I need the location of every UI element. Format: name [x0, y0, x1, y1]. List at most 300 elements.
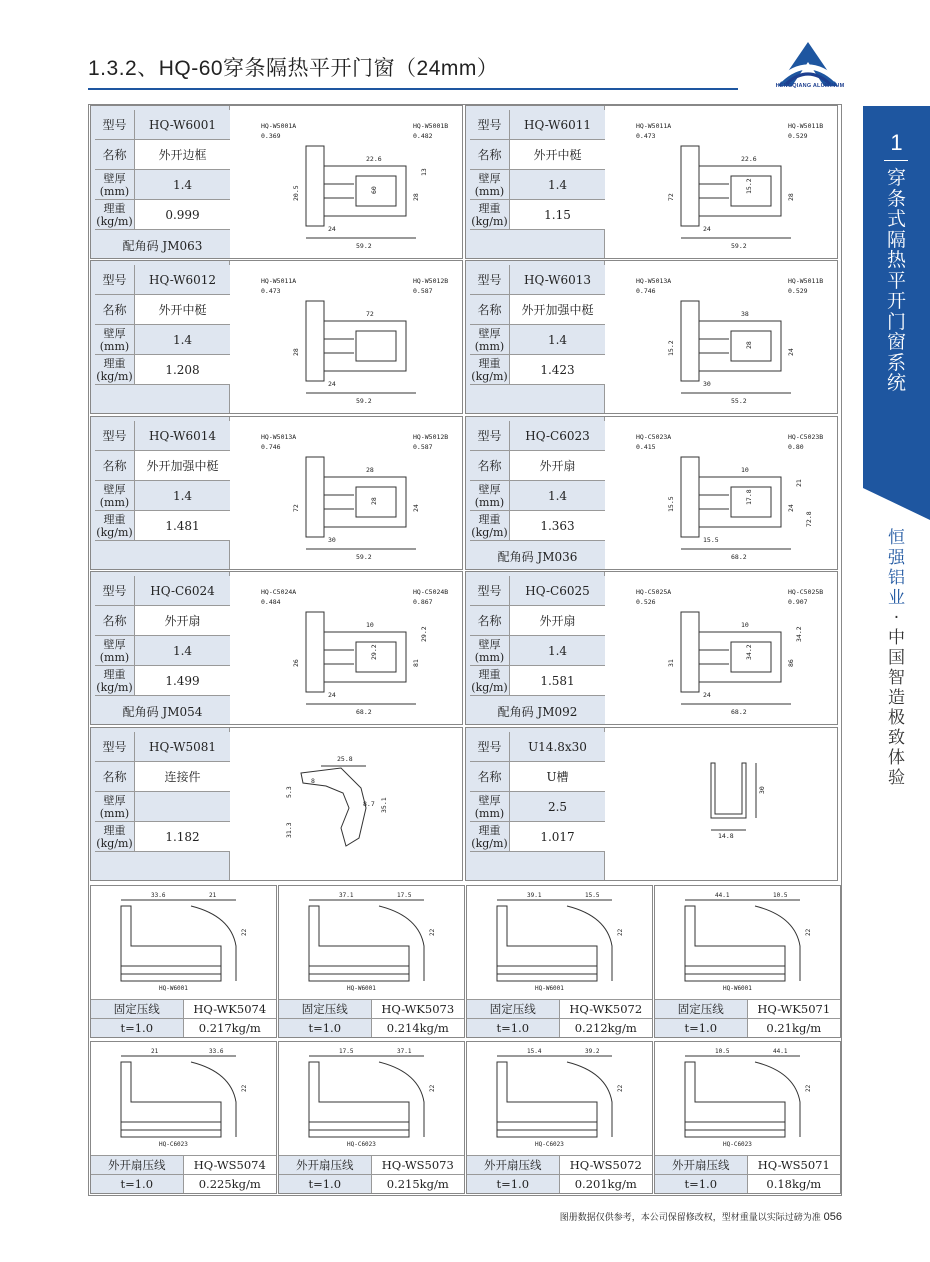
dimension-label: HQ-C6023: [159, 1141, 188, 1148]
spec-key-weight: [95, 822, 135, 851]
spec-key-name: 名称: [95, 451, 135, 480]
dimension-label: 86: [787, 659, 795, 667]
section-title-vertical: [863, 168, 930, 394]
spec-value-model: HQ-C6023: [510, 421, 605, 450]
spec-value-model: HQ-W6012: [135, 265, 230, 294]
dimension-label: 37.1: [397, 1048, 412, 1055]
spec-key-label: 壁厚: [103, 637, 126, 651]
dimension-label: 15.2: [745, 178, 753, 194]
dimension-label: 0.587: [413, 443, 433, 451]
profile-section-drawing: [231, 572, 463, 724]
spec-value-model: HQ-W6013: [510, 265, 605, 294]
dimension-label: 28: [745, 341, 753, 349]
dimension-label: HQ-W5001B: [413, 122, 449, 130]
spec-key-thickness: [470, 170, 510, 199]
spec-row-weight: [95, 822, 230, 852]
spec-key-unit: (kg/m): [471, 214, 508, 228]
header-rule: [88, 88, 738, 90]
slogan-char: 验: [888, 768, 905, 788]
dimension-label: 10.5: [715, 1048, 730, 1055]
spec-row-thickness: [95, 481, 230, 511]
tab-char: 窗: [886, 331, 906, 353]
dimension-label: 68.2: [731, 553, 747, 561]
fixed-bead-thickness: t=1.0: [467, 1019, 560, 1037]
dimension-label: 68.2: [356, 708, 372, 716]
dimension-label: 0.529: [788, 287, 808, 295]
fixed-bead-drawing: [279, 886, 464, 998]
profile-drawing-area: [606, 417, 837, 569]
spec-row-thickness: [470, 636, 605, 666]
fixed-bead-caption-row2: [91, 1018, 276, 1037]
slogan-char: 智: [888, 668, 905, 688]
dimension-label: 22: [429, 928, 436, 936]
dimension-label: 0.473: [261, 287, 281, 295]
dimension-label: 59.2: [731, 242, 747, 250]
dimension-label: 0.746: [261, 443, 281, 451]
spec-value-weight: 1.363: [510, 511, 605, 540]
dimension-label: HQ-W6001: [159, 985, 188, 992]
spec-value-thickness: 1.4: [135, 325, 230, 354]
profile-drawing-area: [231, 728, 462, 880]
spec-value-thickness: 1.4: [510, 481, 605, 510]
tab-divider: [884, 160, 908, 161]
profile-section-drawing: [606, 572, 838, 724]
spec-value-model: U14.8x30: [510, 732, 605, 761]
dimension-label: 28: [412, 193, 420, 201]
spec-key-weight: [470, 200, 510, 229]
spec-row-name: [470, 606, 605, 636]
spec-table: [95, 110, 230, 259]
fixed-bead-cell: [90, 885, 277, 1038]
spec-key-thickness: [470, 636, 510, 665]
spec-key-unit: (mm): [474, 184, 505, 198]
spec-key-model: 型号: [95, 265, 135, 294]
spec-key-unit: (mm): [474, 650, 505, 664]
spec-row-thickness: [470, 325, 605, 355]
profile-cell: [90, 260, 463, 414]
profile-drawing-area: [606, 261, 837, 413]
dimension-label: 30: [703, 380, 711, 388]
spec-row-model: [470, 421, 605, 451]
profile-drawing-area: [606, 728, 837, 880]
sash-bead-caption-row2: [91, 1174, 276, 1193]
dimension-label: 0.526: [636, 598, 656, 606]
sash-bead-caption-row1: [279, 1155, 464, 1174]
dimension-label: 0.369: [261, 132, 281, 140]
spec-key-model: 型号: [95, 110, 135, 139]
dimension-label: HQ-C6023: [347, 1141, 376, 1148]
fixed-bead-label: 固定压线: [91, 1000, 184, 1018]
fixed-bead-drawing: [655, 886, 840, 998]
spec-key-thickness: [95, 792, 135, 821]
dimension-label: 24: [787, 504, 795, 512]
dimension-label: 0.482: [413, 132, 433, 140]
fixed-bead-caption: [279, 999, 464, 1037]
spec-key-label: 理重: [103, 823, 126, 837]
dimension-label: 26: [292, 659, 300, 667]
spec-value-name: 外开扇: [135, 606, 230, 635]
spec-key-label: 理重: [478, 356, 501, 370]
fixed-bead-code: HQ-WK5073: [372, 1000, 465, 1018]
sash-bead-label: 外开扇压线: [467, 1156, 560, 1174]
dimension-label: 24: [328, 691, 336, 699]
sash-bead-code: HQ-WS5073: [372, 1156, 465, 1174]
dimension-label: HQ-W5011A: [261, 277, 297, 285]
spec-key-name: 名称: [95, 606, 135, 635]
spec-value-name: 外开加强中梃: [135, 451, 230, 480]
dimension-label: 21: [151, 1048, 159, 1055]
sash-bead-weight: 0.18kg/m: [748, 1175, 841, 1193]
dimension-label: 15.5: [703, 536, 719, 544]
spec-key-model: 型号: [470, 732, 510, 761]
dimension-label: 13: [420, 168, 428, 176]
fixed-bead-weight: 0.212kg/m: [560, 1019, 653, 1037]
fixed-bead-thickness: t=1.0: [655, 1019, 748, 1037]
tab-char: 平: [886, 269, 906, 292]
spec-value-weight: 1.581: [510, 666, 605, 695]
dimension-label: 0.473: [636, 132, 656, 140]
spec-value-weight: 1.423: [510, 355, 605, 384]
dimension-label: 24: [412, 504, 420, 512]
dimension-label: 59.2: [356, 242, 372, 250]
dimension-label: HQ-W5011A: [636, 122, 672, 130]
spec-key-unit: (kg/m): [471, 836, 508, 850]
dimension-label: HQ-W6001: [723, 985, 752, 992]
dimension-label: 22.6: [366, 155, 382, 163]
profile-section-drawing: [231, 728, 463, 880]
spec-key-model: 型号: [95, 421, 135, 450]
spec-row-model: [470, 265, 605, 295]
tab-char: 开: [886, 290, 906, 312]
dimension-label: 38: [741, 310, 749, 318]
spec-value-thickness: 1.4: [135, 636, 230, 665]
dimension-label: 30: [328, 536, 336, 544]
profile-cell: [90, 416, 463, 570]
spec-value-name: 外开中梃: [510, 140, 605, 169]
fixed-bead-caption: [91, 999, 276, 1037]
profile-cell: [90, 105, 463, 259]
spec-key-label: 理重: [478, 823, 501, 837]
slogan-char: 国: [888, 648, 905, 668]
spec-key-unit: (kg/m): [96, 680, 133, 694]
spec-value-name: 外开扇: [510, 606, 605, 635]
spec-key-label: 壁厚: [478, 482, 501, 496]
dimension-label: 68.2: [731, 708, 747, 716]
spec-row-thickness: [95, 636, 230, 666]
spec-table: [470, 576, 605, 725]
spec-key-name: 名称: [470, 762, 510, 791]
profile-section-drawing: [606, 261, 838, 413]
spec-row-weight: [95, 666, 230, 696]
spec-row-model: [95, 265, 230, 295]
spec-key-label: 壁厚: [103, 793, 126, 807]
slogan-char: 业: [888, 588, 905, 608]
dimension-label: 10: [741, 466, 749, 474]
spec-key-thickness: [95, 325, 135, 354]
dimension-label: 30: [758, 786, 766, 794]
sash-bead-drawing: [655, 1042, 840, 1154]
fixed-bead-code: HQ-WK5072: [560, 1000, 653, 1018]
spec-key-model: 型号: [95, 732, 135, 761]
tab-char: 热: [886, 249, 906, 271]
profile-section-drawing: [231, 417, 463, 569]
dimension-label: 15.2: [667, 340, 675, 356]
dimension-label: 0.415: [636, 443, 656, 451]
spec-key-name: 名称: [470, 140, 510, 169]
footer-note: 图册数据仅供参考，本公司保留修改权，型材重量以实际过磅为准: [559, 1213, 821, 1223]
sash-bead-drawing: [91, 1042, 276, 1154]
tab-char: 条: [886, 187, 906, 210]
spec-table: [470, 732, 605, 852]
profile-cell: [465, 105, 838, 259]
spec-key-label: 壁厚: [103, 482, 126, 496]
slogan-char: 极: [888, 708, 905, 728]
tab-char: 穿: [886, 167, 906, 189]
dimension-label: 34.2: [795, 626, 803, 642]
dimension-label: HQ-W6001: [347, 985, 376, 992]
profile-drawing-area: [231, 572, 462, 724]
spec-key-unit: (mm): [474, 495, 505, 509]
fixed-bead-drawing: [91, 886, 276, 998]
dimension-label: 81: [412, 659, 420, 667]
spec-value-thickness: [135, 792, 230, 821]
fixed-bead-thickness: t=1.0: [279, 1019, 372, 1037]
spec-row-model: [95, 421, 230, 451]
fixed-bead-caption-row2: [467, 1018, 652, 1037]
spec-key-thickness: [470, 325, 510, 354]
spec-table: [95, 576, 230, 725]
spec-key-model: 型号: [470, 576, 510, 605]
fixed-bead-caption-row2: [655, 1018, 840, 1037]
slogan-char: 造: [888, 688, 905, 708]
spec-value-weight: 1.208: [135, 355, 230, 384]
profile-section-drawing: [606, 106, 838, 258]
dimension-label: 34.2: [745, 644, 753, 660]
spec-key-weight: [95, 355, 135, 384]
dimension-label: 31: [667, 659, 675, 667]
spec-row-name: [95, 762, 230, 792]
spec-row-weight: [95, 511, 230, 541]
dimension-label: 28: [787, 193, 795, 201]
slogan-char: 强: [888, 548, 905, 568]
fixed-bead-caption-row1: [467, 999, 652, 1018]
spec-value-model: HQ-C6024: [135, 576, 230, 605]
dimension-label: 31.3: [285, 822, 293, 838]
spec-key-label: 理重: [103, 512, 126, 526]
spec-key-thickness: [95, 636, 135, 665]
fixed-bead-drawing: [467, 886, 652, 998]
corner-key-label: 配角码 JM036: [470, 541, 605, 570]
profile-drawing-area: [606, 572, 837, 724]
dimension-label: 21: [209, 892, 217, 899]
fixed-bead-caption-row1: [279, 999, 464, 1018]
spec-row-weight: [470, 822, 605, 852]
profile-drawing-area: [231, 106, 462, 258]
dimension-label: 72: [366, 310, 374, 318]
dimension-label: 22.6: [741, 155, 757, 163]
spec-row-model: [470, 110, 605, 140]
spec-key-label: 壁厚: [478, 637, 501, 651]
spec-table: [470, 110, 605, 230]
dimension-label: 37.1: [339, 892, 354, 899]
slogan-char: 中: [888, 628, 905, 648]
dimension-label: 33.6: [151, 892, 166, 899]
profile-cell: [90, 571, 463, 725]
dimension-label: HQ-C5024A: [261, 588, 297, 596]
dimension-label: 17.5: [397, 892, 412, 899]
dimension-label: 22: [805, 928, 812, 936]
footer: [560, 1210, 842, 1223]
spec-key-unit: (kg/m): [471, 369, 508, 383]
profile-cell: [90, 727, 463, 881]
dimension-label: 15.5: [667, 496, 675, 512]
spec-key-name: 名称: [95, 762, 135, 791]
dimension-label: 59.2: [356, 397, 372, 405]
dimension-label: 25.8: [337, 755, 353, 763]
spec-key-name: 名称: [95, 140, 135, 169]
corner-key-label: 配角码 JM054: [95, 696, 230, 725]
sash-bead-caption-row2: [467, 1174, 652, 1193]
dimension-label: HQ-C5023A: [636, 433, 672, 441]
spec-key-name: 名称: [470, 606, 510, 635]
spec-key-thickness: [470, 481, 510, 510]
slogan-char: ·: [893, 608, 900, 628]
dimension-label: 24: [328, 225, 336, 233]
slogan-char: 致: [888, 728, 905, 748]
spec-row-name: [470, 295, 605, 325]
spec-key-unit: (kg/m): [471, 680, 508, 694]
sash-bead-drawing: [467, 1042, 652, 1154]
spec-key-label: 壁厚: [103, 326, 126, 340]
spec-row-weight: [470, 511, 605, 541]
dimension-label: 29.2: [370, 644, 378, 660]
fixed-bead-weight: 0.214kg/m: [372, 1019, 465, 1037]
dimension-label: 24: [787, 348, 795, 356]
fixed-bead-caption-row1: [655, 999, 840, 1018]
spec-value-model: HQ-W6014: [135, 421, 230, 450]
dimension-label: HQ-W5013A: [636, 277, 672, 285]
spec-value-name: 外开边框: [135, 140, 230, 169]
spec-key-thickness: [95, 481, 135, 510]
spec-value-model: HQ-C6025: [510, 576, 605, 605]
dimension-label: 24: [328, 380, 336, 388]
dimension-label: HQ-W5013A: [261, 433, 297, 441]
dimension-label: 28: [370, 497, 378, 505]
spec-row-name: [470, 762, 605, 792]
spec-row-weight: [95, 200, 230, 230]
tab-char: 统: [886, 372, 906, 394]
spec-table: [95, 732, 230, 852]
profile-section-drawing: [231, 106, 463, 258]
spec-key-unit: (mm): [99, 339, 130, 353]
sash-bead-code: HQ-WS5071: [748, 1156, 841, 1174]
spec-row-thickness: [470, 481, 605, 511]
spec-value-weight: 1.499: [135, 666, 230, 695]
sash-bead-caption: [279, 1155, 464, 1193]
spec-key-label: 理重: [478, 201, 501, 215]
spec-value-thickness: 1.4: [510, 636, 605, 665]
dimension-label: 60: [370, 186, 378, 194]
brand-slogan-vertical: [863, 528, 930, 788]
spec-value-name: 连接件: [135, 762, 230, 791]
spec-table: [470, 421, 605, 570]
spec-value-thickness: 2.5: [510, 792, 605, 821]
fixed-bead-caption: [467, 999, 652, 1037]
dimension-label: 59.2: [356, 553, 372, 561]
spec-table: [95, 265, 230, 385]
spec-row-thickness: [470, 170, 605, 200]
spec-row-weight: [95, 355, 230, 385]
spec-key-unit: (mm): [99, 495, 130, 509]
dimension-label: HQ-C6023: [723, 1141, 752, 1148]
spec-key-name: 名称: [95, 295, 135, 324]
sash-bead-cell: [654, 1041, 841, 1194]
dimension-label: 0.529: [788, 132, 808, 140]
spec-key-unit: (kg/m): [96, 369, 133, 383]
spec-key-unit: (kg/m): [96, 214, 133, 228]
spec-key-weight: [470, 666, 510, 695]
dimension-label: 72: [667, 193, 675, 201]
dimension-label: HQ-C5025B: [788, 588, 824, 596]
sash-bead-weight: 0.215kg/m: [372, 1175, 465, 1193]
spec-row-name: [470, 451, 605, 481]
spec-row-name: [470, 140, 605, 170]
sash-bead-caption: [655, 1155, 840, 1193]
spec-row-name: [95, 606, 230, 636]
fixed-bead-cell: [278, 885, 465, 1038]
dimension-label: 29.2: [420, 626, 428, 642]
spec-key-label: 理重: [103, 667, 126, 681]
sash-bead-caption-row1: [467, 1155, 652, 1174]
fixed-bead-code: HQ-WK5074: [184, 1000, 277, 1018]
profile-cell: [465, 416, 838, 570]
dimension-label: 22: [429, 1084, 436, 1092]
profile-section-drawing: [231, 261, 463, 413]
slogan-char: 恒: [888, 528, 905, 548]
profile-cell: [465, 260, 838, 414]
sash-bead-thickness: t=1.0: [655, 1175, 748, 1193]
sash-bead-code: HQ-WS5072: [560, 1156, 653, 1174]
spec-value-name: 外开加强中梃: [510, 295, 605, 324]
dimension-label: HQ-W5011B: [788, 277, 824, 285]
logo-text: HENGQIANG ALUMINUM: [775, 83, 845, 89]
sash-bead-cell: [278, 1041, 465, 1194]
dimension-label: 15.4: [527, 1048, 542, 1055]
dimension-label: 0.80: [788, 443, 804, 451]
dimension-label: HQ-C5023B: [788, 433, 824, 441]
sash-bead-caption: [467, 1155, 652, 1193]
spec-key-weight: [95, 511, 135, 540]
profile-cell: [465, 571, 838, 725]
sash-bead-weight: 0.201kg/m: [560, 1175, 653, 1193]
dimension-label: 20.5: [292, 185, 300, 201]
dimension-label: 10: [366, 621, 374, 629]
corner-key-label: 配角码 JM092: [470, 696, 605, 725]
dimension-label: 17.5: [339, 1048, 354, 1055]
dimension-label: 28: [292, 348, 300, 356]
spec-key-unit: (mm): [474, 339, 505, 353]
sash-bead-thickness: t=1.0: [279, 1175, 372, 1193]
fixed-bead-code: HQ-WK5071: [748, 1000, 841, 1018]
sash-bead-caption-row2: [655, 1174, 840, 1193]
dimension-label: 21: [795, 479, 803, 487]
spec-row-name: [95, 295, 230, 325]
tab-char: 系: [886, 351, 906, 374]
dimension-label: 14.8: [718, 832, 734, 840]
spec-key-thickness: [95, 170, 135, 199]
spec-key-unit: (mm): [99, 806, 130, 820]
spec-key-weight: [95, 200, 135, 229]
